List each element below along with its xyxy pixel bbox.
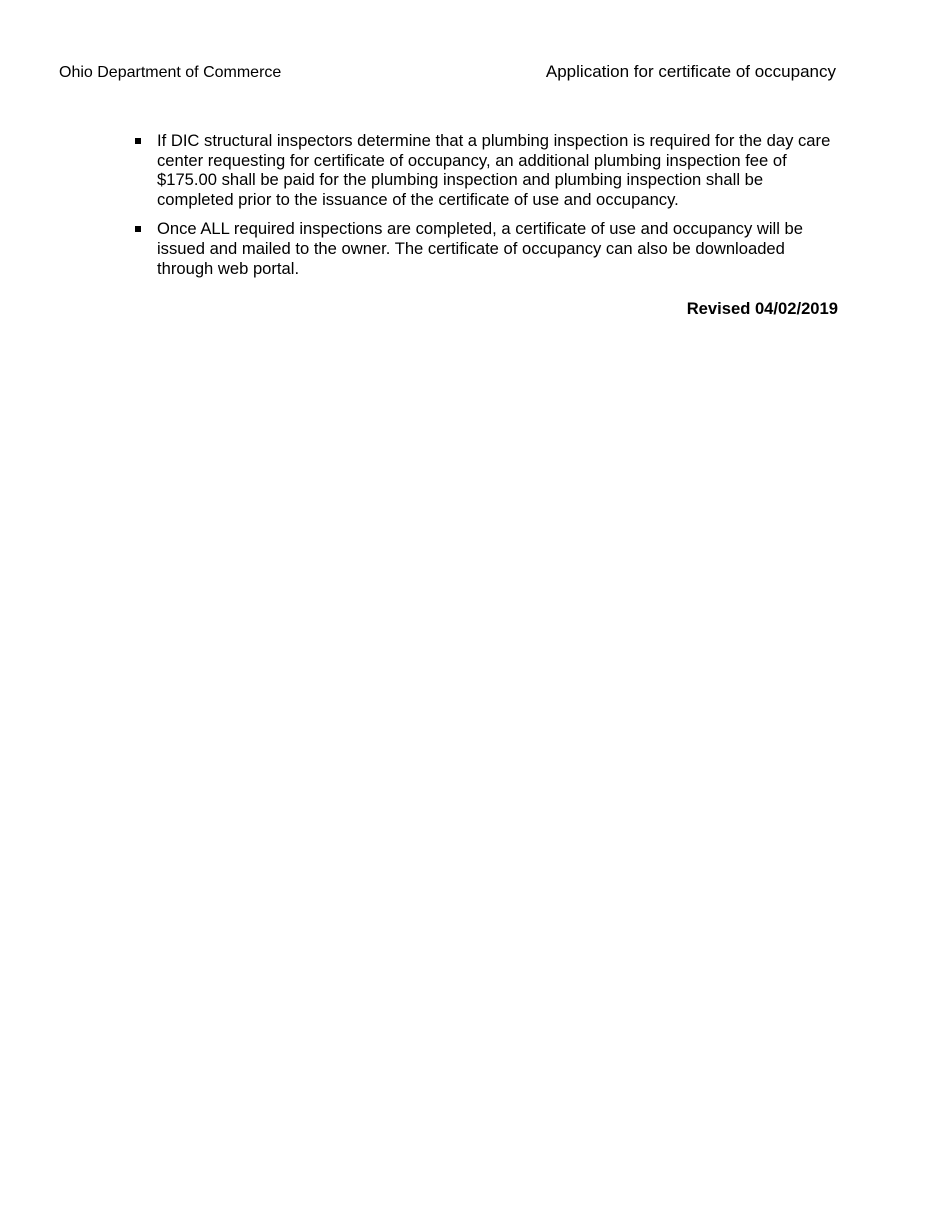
square-bullet-icon — [135, 138, 141, 144]
square-bullet-icon — [135, 226, 141, 232]
header-form-title: Application for certificate of occupancy — [545, 62, 836, 81]
list-item — [157, 219, 837, 278]
list-item — [157, 131, 837, 209]
instructions-list — [157, 131, 837, 288]
list-item-text: If DIC structural inspectors determine that a plumbing inspection is required for the day care center requesting for certificate of occupancy, an additional plumbing inspection fee of $175.00 shall be paid for the plumbing inspection and plumbing inspection shall be completed prior to the issuance of the certificate of use and occupancy. — [157, 131, 831, 209]
header-department: Ohio Department of Commerce — [59, 64, 282, 81]
list-item-text: Once ALL required inspections are completed, a certificate of use and occupancy will be issued and mailed to the owner. The certificate of occupancy can also be downloaded through web portal. — [157, 219, 803, 278]
revision-date: Revised 04/02/2019 — [686, 299, 838, 318]
